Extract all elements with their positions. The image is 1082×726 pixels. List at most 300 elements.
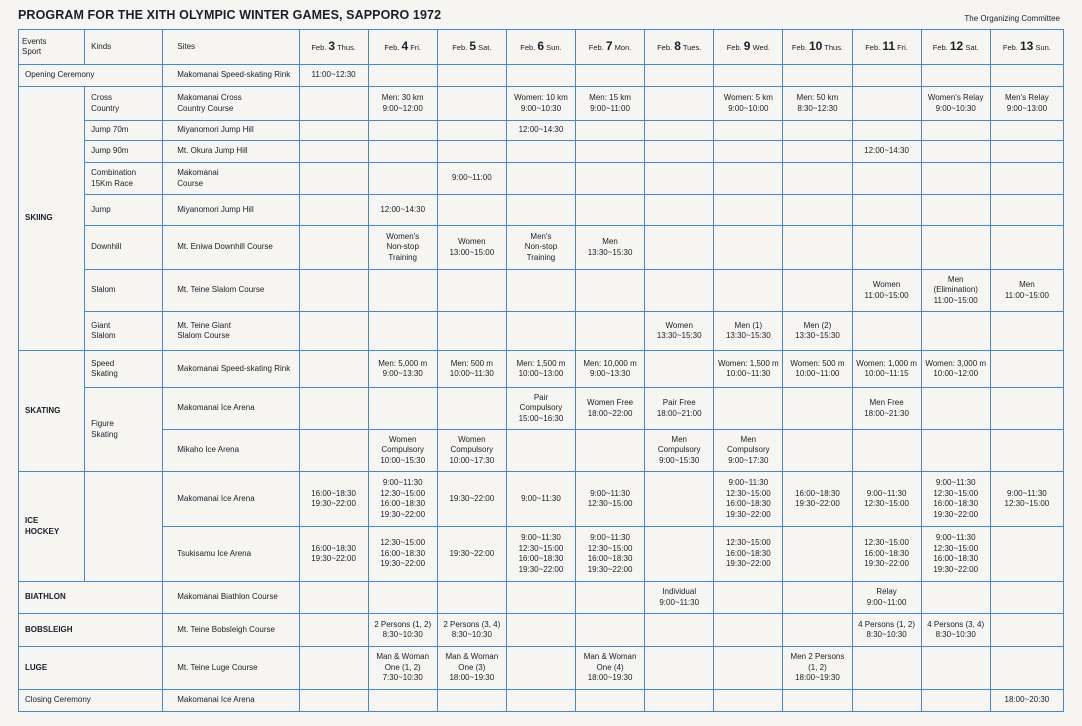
schedule-line: 10:00~11:00 (795, 369, 840, 378)
schedule-line: 9:00~11:30 (935, 478, 976, 487)
schedule-line: 18:00~21:30 (864, 408, 909, 418)
date-prefix: Feb. (384, 42, 400, 52)
schedule-cell (852, 647, 921, 690)
schedule-cell (576, 430, 645, 472)
schedule-line: Non-stop (524, 242, 558, 252)
site-line: Slalom Course (177, 331, 230, 340)
schedule-cell (299, 270, 368, 312)
date-prefix: Feb. (452, 42, 468, 52)
schedule-line: Men: 500 m (450, 358, 493, 368)
schedule-line: 9:00~10:30 (520, 103, 562, 113)
site-cell: Makomanai Ice Arena (163, 690, 299, 712)
schedule-cell (921, 226, 990, 270)
schedule-cell (576, 163, 645, 195)
schedule-cell (299, 430, 368, 472)
schedule-cell (852, 141, 921, 163)
schedule-cell (368, 121, 437, 141)
schedule-cell (852, 430, 921, 472)
site-line: Makomanai (177, 168, 219, 177)
schedule-line: 19:30~22:00 (933, 509, 979, 519)
schedule-line: Men (947, 274, 964, 284)
schedule-line: 9:00~11:30 (1007, 488, 1047, 498)
schedule-line: 16:00~18:30 (311, 488, 356, 498)
kind-ice-hockey-empty (85, 472, 163, 582)
schedule-line: 9:00~13:00 (1006, 103, 1048, 113)
date-day: 10 (808, 38, 823, 53)
schedule-cell (783, 351, 852, 388)
schedule-cell (299, 121, 368, 141)
date-weekday: Sun. (546, 42, 562, 52)
schedule-line: 19:30~22:00 (449, 548, 495, 558)
schedule-cell (783, 87, 852, 121)
date-day: 7 (605, 38, 613, 53)
schedule-cell (437, 472, 506, 527)
schedule-cell (990, 388, 1063, 430)
schedule-cell (368, 472, 437, 527)
schedule-cell (506, 226, 575, 270)
schedule-cell (368, 163, 437, 195)
schedule-cell (299, 141, 368, 163)
schedule-cell (852, 472, 921, 527)
schedule-line: Compulsory (726, 445, 770, 455)
schedule-cell (990, 195, 1063, 226)
schedule-line: Women: 1,000 m (856, 358, 917, 368)
schedule-cell (645, 582, 714, 614)
schedule-cell (506, 690, 575, 712)
schedule-cell (921, 351, 990, 388)
schedule-cell (714, 582, 783, 614)
schedule-line: 4 Persons (1, 2) (858, 619, 916, 629)
schedule-cell (852, 195, 921, 226)
schedule-cell (645, 163, 714, 195)
schedule-cell (783, 163, 852, 195)
kind-combination (85, 163, 163, 195)
schedule-cell (506, 351, 575, 388)
schedule-line: Training (388, 252, 417, 262)
schedule-line: 12:00~14:30 (864, 146, 909, 156)
schedule-line: Men: 1,500 m (516, 358, 566, 368)
events-header-label: Events (22, 36, 47, 46)
jump-90m-row (19, 141, 1064, 163)
schedule-line: 9:00~11:30 (382, 478, 423, 487)
schedule-cell (368, 351, 437, 388)
schedule-line: 12:00~14:30 (518, 125, 564, 135)
schedule-cell (852, 163, 921, 195)
schedule-line: 2 Persons (1, 2) (374, 619, 432, 629)
schedule-line: Women (872, 280, 901, 289)
schedule-line: 9:00~11:30 (521, 493, 561, 503)
schedule-line: Man & Woman (583, 652, 637, 662)
date-label (865, 38, 908, 53)
schedule-cell (852, 527, 921, 582)
schedule-line: 12:30~15:00 (587, 543, 633, 553)
schedule-cell (921, 270, 990, 312)
date-label (657, 38, 702, 53)
sport-line: ICE (25, 516, 39, 525)
schedule-line: 13:30~15:30 (587, 247, 633, 257)
schedule-cell (506, 87, 575, 121)
site-line: Makomanai Cross (177, 93, 242, 102)
schedule-cell (368, 87, 437, 121)
kind-jump-70m: Jump 70m (85, 121, 163, 141)
schedule-line: Men (1) (734, 320, 763, 330)
site-line: Country Course (177, 103, 234, 113)
closing-ceremony-row (19, 690, 1064, 712)
date-weekday: Thus. (337, 42, 356, 52)
schedule-cell (990, 527, 1063, 582)
schedule-cell (437, 647, 506, 690)
schedule-line: 19:30~22:00 (518, 564, 564, 574)
kind-downhill: Downhill (85, 226, 163, 270)
schedule-cell (299, 690, 368, 712)
date-day: 4 (401, 38, 409, 53)
date-weekday: Sat. (965, 42, 979, 52)
schedule-cell (506, 121, 575, 141)
schedule-cell (299, 195, 368, 226)
schedule-line: 19:30~22:00 (795, 499, 840, 508)
schedule-line: 4 Persons (3, 4) (927, 619, 985, 629)
ice-hockey-makomanai-row (19, 472, 1064, 527)
sport-opening-ceremony: Opening Ceremony (19, 65, 163, 87)
schedule-cell (506, 614, 575, 647)
schedule-cell (645, 614, 714, 647)
schedule-cell (990, 582, 1063, 614)
kind-line: Speed (91, 358, 115, 368)
schedule-cell (990, 351, 1063, 388)
date-label (452, 38, 492, 53)
date-weekday: Wed. (752, 42, 770, 52)
schedule-cell (368, 141, 437, 163)
schedule-line: 10:00~11:30 (726, 369, 771, 378)
date-weekday: Fri. (410, 42, 422, 52)
schedule-cell (645, 647, 714, 690)
date-prefix: Feb. (588, 42, 604, 52)
schedule-line: Men: 50 km (796, 93, 839, 102)
site-cell (163, 87, 299, 121)
sport-header-label: Sport (22, 47, 42, 56)
schedule-line: 19:30~22:00 (380, 559, 426, 569)
schedule-cell (852, 312, 921, 351)
schedule-line: 9:00~11:30 (590, 488, 630, 498)
site-cell: Mt. Teine Slalom Course (163, 270, 299, 312)
schedule-line: 8:30~10:30 (451, 630, 492, 639)
schedule-cell (921, 141, 990, 163)
schedule-line: Individual (662, 587, 697, 596)
site-cell: Mt. Eniwa Downhill Course (163, 226, 299, 270)
schedule-cell (506, 312, 575, 351)
schedule-line: Women: 1,500 m (717, 358, 779, 368)
schedule-line: 12:30~15:00 (933, 543, 979, 553)
schedule-line: 16:00~18:30 (311, 543, 356, 553)
schedule-cell (783, 65, 852, 87)
schedule-cell (921, 195, 990, 226)
schedule-cell (714, 647, 783, 690)
schedule-cell (645, 388, 714, 430)
schedule-cell (437, 614, 506, 647)
schedule-line: 19:30~22:00 (311, 499, 356, 508)
date-label (791, 38, 844, 53)
schedule-cell (506, 65, 575, 87)
schedule-cell (714, 121, 783, 141)
jump-row (19, 195, 1064, 226)
schedule-cell (299, 472, 368, 527)
date-header-feb-9 (714, 30, 783, 65)
kind-line: Giant (91, 320, 111, 330)
schedule-cell (576, 647, 645, 690)
date-label (1002, 38, 1051, 53)
schedule-cell (437, 582, 506, 614)
schedule-cell (437, 270, 506, 312)
schedule-cell (576, 690, 645, 712)
schedule-cell (645, 270, 714, 312)
schedule-cell (714, 430, 783, 472)
date-prefix: Feb. (726, 42, 742, 52)
schedule-cell (852, 614, 921, 647)
sport-bobsleigh: BOBSLEIGH (19, 614, 163, 647)
schedule-cell (299, 527, 368, 582)
schedule-cell (921, 582, 990, 614)
date-header-feb-11 (852, 30, 921, 65)
schedule-line: 12:30~15:00 (864, 538, 909, 548)
schedule-cell (714, 87, 783, 121)
date-day: 11 (882, 38, 895, 53)
schedule-line: Pair (533, 392, 549, 402)
kind-jump-90m: Jump 90m (85, 141, 163, 163)
site-cell: Mt. Teine Bobsleigh Course (163, 614, 299, 647)
schedule-cell (506, 141, 575, 163)
page-title: PROGRAM FOR THE XITH OLYMPIC WINTER GAMES, SAPPORO 1972 (18, 8, 442, 22)
date-label (311, 38, 356, 53)
schedule-line: 13:00~15:00 (449, 247, 495, 257)
schedule-line: 8:30~12:30 (797, 103, 838, 113)
schedule-cell (506, 582, 575, 614)
schedule-line: 12:30~15:00 (380, 538, 426, 548)
schedule-cell (783, 647, 852, 690)
schedule-cell (714, 388, 783, 430)
date-prefix: Feb. (520, 42, 536, 52)
schedule-line: Men Free (869, 398, 904, 407)
schedule-cell (852, 351, 921, 388)
schedule-cell (437, 312, 506, 351)
schedule-line: 16:00~18:30 (380, 548, 426, 558)
schedule-line: 18:00~19:30 (795, 673, 840, 683)
schedule-cell (783, 226, 852, 270)
schedule-line: Women: 500 m (790, 358, 845, 368)
schedule-line: 16:00~18:30 (795, 488, 840, 498)
schedule-line: 18:00~19:30 (587, 673, 633, 683)
schedule-cell (506, 195, 575, 226)
date-weekday: Fri. (897, 42, 908, 52)
date-header-feb-6 (506, 30, 575, 65)
schedule-line: 19:30~22:00 (725, 509, 771, 519)
kind-figure-skating (85, 388, 163, 472)
schedule-line: 16:00~18:30 (725, 548, 771, 558)
schedule-line: 18:00~22:00 (587, 408, 633, 418)
schedule-line: 10:00~11:30 (449, 369, 494, 378)
schedule-cell (299, 65, 368, 87)
schedule-line: 19:30~22:00 (380, 509, 426, 519)
sport-ice-hockey (19, 472, 85, 582)
schedule-line: 9:00~13:30 (382, 369, 423, 378)
schedule-line: 7:30~10:30 (382, 673, 423, 683)
schedule-line: Non-stop (386, 242, 419, 252)
events-sport-header (19, 30, 85, 65)
schedule-line: Compulsory (519, 403, 563, 413)
schedule-line: 13:30~15:30 (795, 331, 840, 340)
schedule-cell (437, 195, 506, 226)
site-cell: Miyanomori Jump Hill (163, 121, 299, 141)
site-cell: Mikaho Ice Arena (163, 430, 299, 472)
site-cell (163, 312, 299, 351)
date-label (384, 38, 422, 53)
schedule-cell (990, 614, 1063, 647)
schedule-cell (783, 472, 852, 527)
schedule-cell (852, 388, 921, 430)
schedule-line: Men: 10,000 m (583, 358, 637, 368)
schedule-cell (990, 121, 1063, 141)
slalom-row (19, 270, 1064, 312)
schedule-cell (645, 351, 714, 388)
schedule-cell (576, 141, 645, 163)
date-header-feb-5 (437, 30, 506, 65)
schedule-cell (368, 65, 437, 87)
schedule-cell (576, 226, 645, 270)
kind-line: Cross (91, 93, 113, 102)
kind-line: Skating (91, 369, 118, 378)
schedule-cell (368, 430, 437, 472)
schedule-line: 16:00~18:30 (933, 499, 979, 508)
schedule-cell (921, 312, 990, 351)
site-cell: Miyanomori Jump Hill (163, 195, 299, 226)
schedule-cell (437, 226, 506, 270)
date-header-feb-12 (921, 30, 990, 65)
schedule-cell (714, 351, 783, 388)
jump-70m-row (19, 121, 1064, 141)
schedule-cell (783, 141, 852, 163)
schedule-line: 9:00~11:30 (728, 478, 769, 487)
schedule-line: One (1, 2) (384, 662, 421, 672)
schedule-cell (783, 582, 852, 614)
schedule-line: Women (665, 320, 693, 330)
schedule-line: 19:30~22:00 (311, 554, 356, 563)
schedule-line: 9:00~11:00 (590, 103, 630, 113)
schedule-cell (645, 87, 714, 121)
schedule-cell (714, 472, 783, 527)
schedule-line: 9:00~15:30 (659, 455, 700, 465)
schedule-cell (368, 582, 437, 614)
header-row (19, 30, 1064, 65)
schedule-cell (990, 312, 1063, 351)
schedule-line: 16:00~18:30 (933, 554, 979, 563)
schedule-cell (921, 163, 990, 195)
schedule-cell (437, 65, 506, 87)
date-day: 9 (743, 38, 751, 53)
schedule-line: Man & Woman (445, 652, 499, 662)
schedule-cell (852, 121, 921, 141)
kinds-header: Kinds (85, 30, 163, 65)
schedule-cell (437, 388, 506, 430)
schedule-cell (506, 472, 575, 527)
schedule-cell (852, 690, 921, 712)
schedule-line: Training (526, 252, 556, 262)
combination-row (19, 163, 1064, 195)
schedule-line: 10:00~17:30 (449, 455, 495, 465)
date-header-feb-7 (576, 30, 645, 65)
schedule-cell (783, 312, 852, 351)
site-line: Mt. Teine Giant (177, 320, 231, 330)
schedule-line: 16:00~18:30 (518, 554, 564, 563)
schedule-cell (990, 472, 1063, 527)
schedule-line: Women's Relay (927, 93, 984, 102)
schedule-line: Men: 5,000 m (378, 358, 428, 368)
kind-line: Skating (91, 429, 118, 439)
schedule-cell (437, 121, 506, 141)
schedule-cell (714, 270, 783, 312)
schedule-line: 11:00~15:00 (864, 290, 909, 300)
schedule-line: 12:30~15:00 (380, 488, 426, 498)
date-prefix: Feb. (311, 42, 327, 52)
sport-line: HOCKEY (25, 526, 60, 536)
schedule-line: 10:00~13:00 (518, 369, 564, 378)
schedule-line: 12:30~15:00 (587, 499, 633, 508)
site-line: Course (177, 178, 204, 188)
schedule-cell (299, 614, 368, 647)
schedule-cell (714, 163, 783, 195)
schedule-cell (437, 351, 506, 388)
schedule-cell (437, 690, 506, 712)
date-prefix: Feb. (657, 42, 673, 52)
schedule-cell (368, 388, 437, 430)
biathlon-row (19, 582, 1064, 614)
schedule-line: 10:00~12:00 (933, 369, 979, 378)
schedule-cell (506, 430, 575, 472)
schedule-line: Compulsory (657, 445, 701, 455)
schedule-cell (783, 614, 852, 647)
schedule-cell (576, 527, 645, 582)
opening-ceremony-row (19, 65, 1064, 87)
date-day: 8 (674, 38, 681, 53)
schedule-line: Man & Woman (376, 652, 430, 662)
schedule-cell (714, 65, 783, 87)
schedule-cell (990, 141, 1063, 163)
schedule-cell (299, 312, 368, 351)
date-day: 5 (469, 38, 476, 53)
date-prefix: Feb. (932, 42, 948, 52)
schedule-cell (714, 195, 783, 226)
date-weekday: Thus. (824, 42, 844, 52)
schedule-cell (645, 195, 714, 226)
kind-giant-slalom (85, 312, 163, 351)
kind-line: Combination (91, 168, 137, 177)
date-prefix: Feb. (1002, 42, 1018, 52)
schedule-line: 9:00~10:30 (935, 103, 976, 113)
schedule-cell (437, 163, 506, 195)
schedule-line: Compulsory (381, 445, 425, 455)
schedule-line: 9:00~11:00 (451, 173, 492, 183)
schedule-line: 18:00~21:00 (656, 408, 702, 418)
date-day: 6 (537, 38, 545, 53)
kind-line: 15Km Race (91, 178, 133, 188)
schedule-line: 15:00~16:30 (518, 413, 564, 423)
giant-slalom-row (19, 312, 1064, 351)
schedule-line: 12:00~14:30 (380, 204, 426, 214)
schedule-cell (576, 121, 645, 141)
schedule-table (18, 29, 1064, 712)
schedule-cell (437, 87, 506, 121)
schedule-cell (299, 351, 368, 388)
site-cell: Makomanai Biathlon Course (163, 582, 299, 614)
date-label (588, 38, 632, 53)
